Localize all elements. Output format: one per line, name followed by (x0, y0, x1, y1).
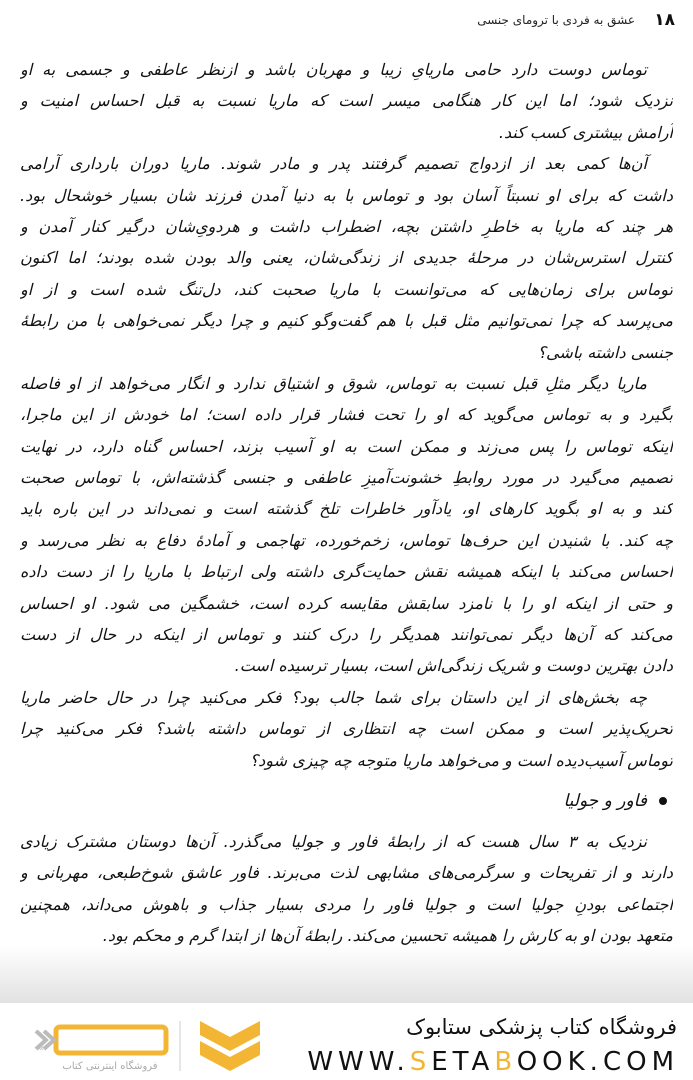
text-line: جنسی داشته باشی؟ (537, 342, 673, 362)
text-line: می‌پرسد که چرا نمی‌توانیم مثل قبل با هم گفت‌وگو کنیم و چرا دیگر نمی‌خواهی با من رابطهٔ (20, 311, 673, 331)
text-line: نزدیک به ۳ سال هست که از رابطهٔ فاور و جولیا می‌گذرد. آن‌ها دوستان مشترک زیادی (20, 831, 647, 851)
text-line: آرامش بیشتری کسب کند. (498, 122, 673, 142)
bullet-icon (659, 797, 667, 805)
text-line: احساس می‌کند با اینکه همیشه نقش حمایت‌گری داشته ولی ارتباط با ماریا را از دست داده (20, 562, 673, 582)
section-paragraph (20, 826, 673, 952)
page-shadow (0, 945, 693, 1005)
footer-banner (0, 1003, 693, 1080)
text-line: چه بخش‌های از این داستان برای شما جالب بود؟ فکر می‌کنید چرا در حال حاضر ماریا (20, 687, 647, 707)
text-line: اینکه توماس را پس می‌زند و ممکن است به او آسیب بزند، احساس گناه دارد، در نهایت (20, 436, 673, 456)
shop-name: فروشگاه کتاب پزشکی ستابوک (406, 1015, 677, 1039)
text-line: هر چند که ماریا به خاطرِ داشتن بچه، اضطراب داشت و هردویِ‌شان درگیر کنار آمدن و (20, 216, 673, 236)
text-line: آن‌ها کمی بعد از ازدواج تصمیم گرفتند پدر و مادر شوند. ماریا دوران بارداری آرامی (20, 154, 647, 174)
text-line: ماریا دیگر مثلِ قبل نسبت به توماس، شوق و اشتیاق ندارد و انگار می‌خواهد از او فاصله (20, 373, 647, 393)
text-line: کنترل استرس‌شان در مرحلهٔ جدیدی از زندگی‌شان، یعنی والد بودن شده بودند؛ اما اکنون (20, 248, 673, 268)
text-line: دادن بهترین دوست و شریک زندگی‌اش است، بسیار ترسیده است. (234, 656, 673, 676)
section-heading (20, 776, 673, 826)
running-title: عشق به فردی با ترومای جنسی (477, 13, 635, 27)
page-body (20, 54, 673, 952)
text-line: تصمیم می‌گیرد در مورد روابطِ خشونت‌آمیزِ عاطفی و جنسی گذشته‌اش، با توماس صحبت (20, 468, 673, 488)
text-line: بگیرد و به توماس می‌گوید که او را تحت فشار قرار داده است؛ اما خودش از این ماجرا، (20, 405, 673, 425)
section-heading-text: فاور و جولیا (563, 790, 647, 811)
paragraph (20, 54, 673, 148)
text-line: توماس دوست دارد حامی ماریایِ زیبا و مهربان باشد و ازنظر عاطفی و جسمی به او (20, 60, 648, 79)
logo-tagline: فروشگاه اینترنتی کتاب (62, 1061, 158, 1072)
text-line: متعهد بودن او به کارش را همیشه تحسین می‌کند. رابطهٔ آن‌ها از ابتدا گرم و محکم بود. (102, 926, 673, 946)
text-line: کند و به او بگوید کارهای او، یادآور خاطرات تلخ گذشته است و نمی‌داند در این باره باید (20, 499, 673, 519)
page-number: ۱۸ (654, 10, 675, 30)
paragraph (20, 682, 673, 776)
text-line: و حتی از اینکه او را با نامزد سابقش مقایسه کرده است، خشمگین می شود. او احساس (20, 593, 673, 613)
text-line: اجتماعی بودنِ جولیا است و جولیا فاور را مردی بسیار جذاب و باهوش می‌داند، همچنین (20, 894, 673, 914)
text-line: نزدیک شود؛ اما این کار هنگامی میسر است که ماریا نسبت به قبل احساس امنیت و (20, 91, 673, 111)
text-line: چه کند. با شنیدن این حرف‌ها توماس، زخم‌خورده، تهاجمی و آمادهٔ دفاع به نظر می‌رسد و (20, 530, 673, 550)
text-line: داشت که برای او نسبتاً آسان بود و توماس با به دنیا آمدن فرزند شان بسیار خوشحال بود. (20, 185, 673, 205)
setabook-logo (30, 1013, 270, 1075)
text-line: می‌کند که آن‌ها دیگر نمی‌توانند همدیگر را درک کنند و توماس از اینکه در حال از دست (20, 625, 673, 645)
text-line: دارند و از تفریحات و سرگرمی‌های مشابهی لذت می‌برند. فاور عاشق شوخ‌طبعی، مهربانی و (20, 863, 673, 883)
svg-text:«: « (38, 1043, 45, 1054)
paragraph (20, 148, 673, 368)
text-line: توماس آسیب‌دیده است و می‌خواهد ماریا متوجه چه چیزی شود؟ (249, 750, 673, 770)
paragraph (20, 368, 673, 682)
text-line: تحریک‌پذیر است و ممکن است چه انتظاری از توماس داشته باشد؟ فکر می‌کنید چرا (20, 719, 673, 739)
page-header (18, 8, 675, 32)
shop-url[interactable]: WWW.SETABOOK.COM (307, 1047, 679, 1077)
text-line: توماس برای زمان‌هایی که می‌توانست با ماریا صحبت کند، دل‌تنگ شده است و از او (20, 279, 673, 299)
